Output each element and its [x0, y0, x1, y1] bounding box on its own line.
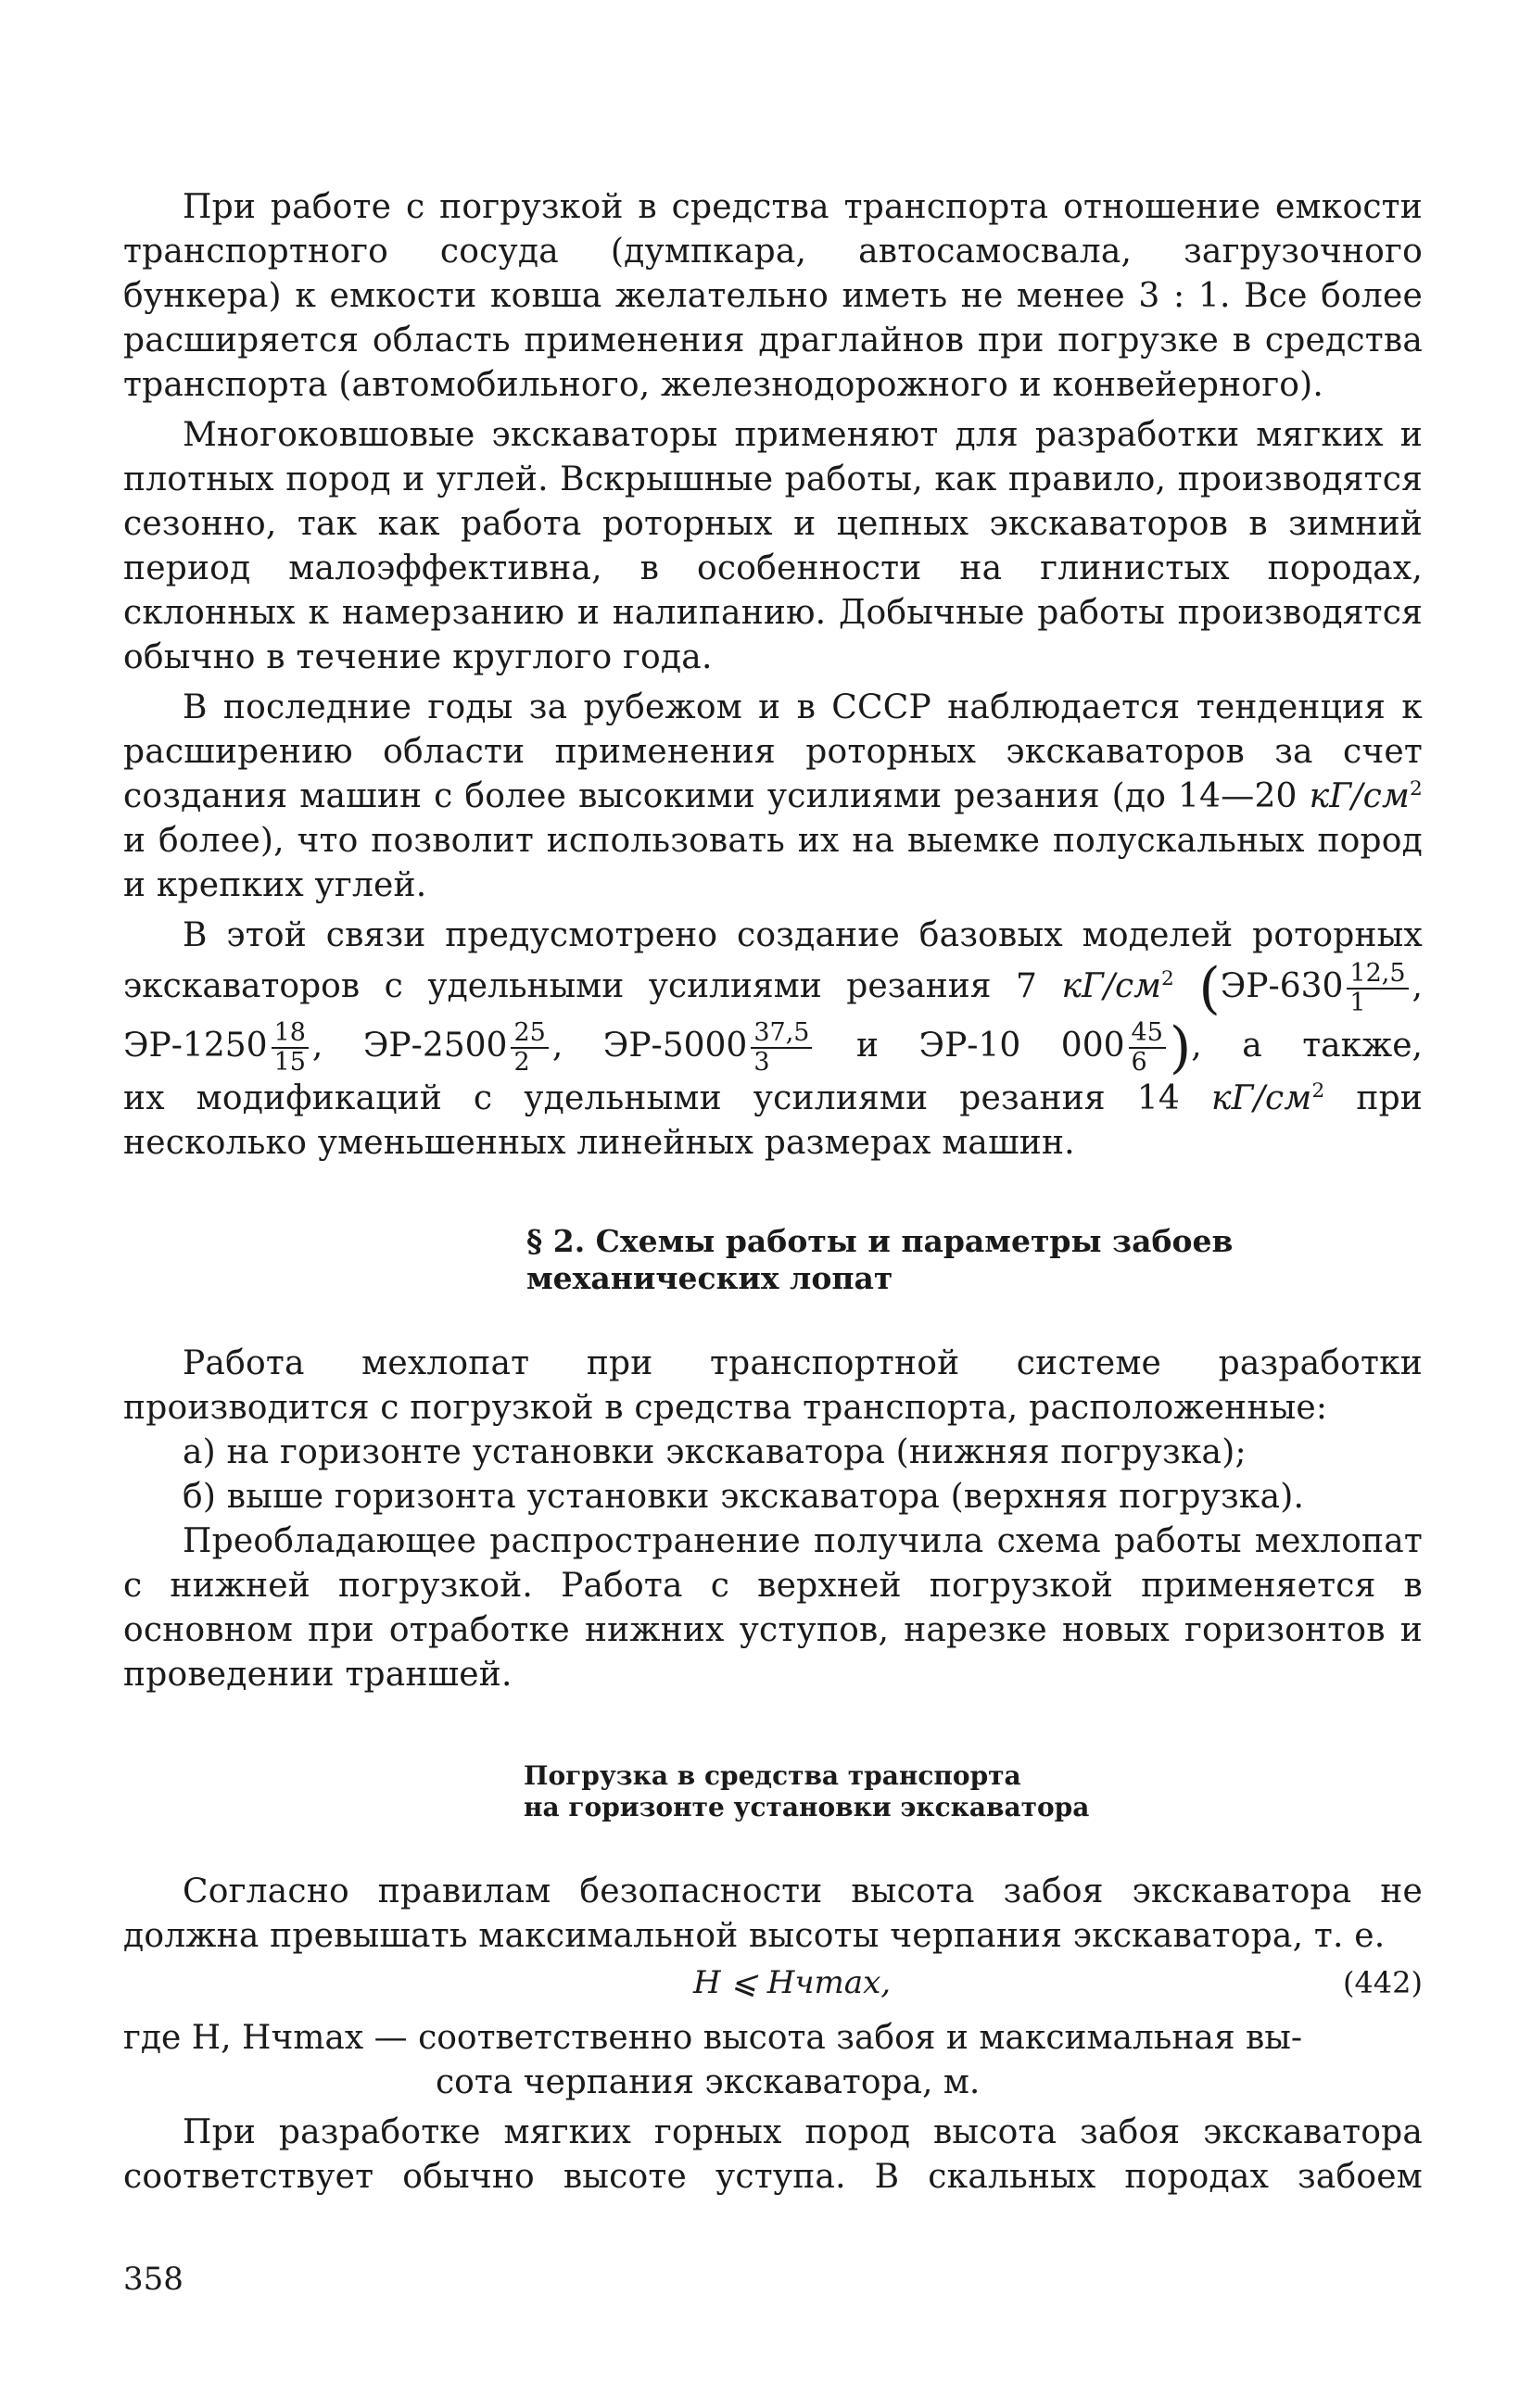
list-item-b: б) выше горизонта установки экскаватора (верхняя погрузка). — [183, 1478, 1305, 1516]
paragraph-4-line1: В этой связи предусмотрено создание базовых моделей роторных — [183, 916, 1423, 954]
fraction-er-10000 — [1129, 1019, 1166, 1077]
paragraph-4-rest — [123, 1077, 1423, 1166]
fraction-num: 45 — [1129, 1019, 1166, 1049]
p4-unit2-sq: 2 — [1311, 1079, 1325, 1103]
subsection-paragraph-2: При разработке мягких горных пород высота забоя экскаватора соответствует обычно высоте уступа. В скальных породах забоем — [123, 2113, 1423, 2196]
paragraph-3 — [123, 686, 1423, 908]
section-paragraph-1: Работа мехлопат при транспортной системе разработки производится с погрузкой в средства транспорта, расположенные: — [123, 1344, 1423, 1427]
fraction-num: 25 — [511, 1019, 548, 1049]
paragraph-2: Многоковшовые экскаваторы применяют для разработки мягких и плотных пород и углей. Вскрышные работы, как правило, производятся сезонно, так как работа роторных и цепных экскаваторов в зимний период малоэффективна, в особенности на глинистых породах, склонных к намерзанию и налипанию. Добычные работы производятся обычно в течение круглого года. — [123, 416, 1423, 676]
close-paren: ) — [1169, 1015, 1192, 1080]
fraction-num: 12,5 — [1347, 960, 1408, 990]
fraction-den: 1 — [1349, 989, 1366, 1017]
subsection-heading — [524, 1760, 1423, 1823]
p4-line2-text: экскаваторов с удельными усилиями резания 7 — [123, 967, 1062, 1005]
fraction-den: 6 — [1131, 1048, 1147, 1077]
model-er-5000: ЭР-5000 — [602, 1027, 748, 1065]
model-er-10000: ЭР-10 000 — [918, 1027, 1125, 1065]
also-words: а также, — [1242, 1027, 1423, 1065]
paragraph-1: При работе с погрузкой в средства транспорта отношение емкости транспортного сосуда (думпкара, автосамосвала, загрузочного бункера) к емкости ковша желательно иметь не менее 3 : 1. Все более расширяется область применения драглайнов при погрузке в средства транспорта (автомобильного, железнодорожного и конвейерного). — [123, 188, 1423, 404]
where-text-1: соответственно высота забоя и максимальная вы- — [418, 2019, 1303, 2057]
section-heading-line2: механических лопат — [526, 1260, 893, 1296]
where-text-2: сота черпания экскаватора, м. — [436, 2063, 981, 2101]
paragraph-4-line3: ЭР-1250 $\frac{18}{15}$ , ЭР-2500 $\frac{25}{2}$ , ЭР-5000 $\frac{37,5}{3}$ и ЭР-10 000 $\frac{45}{6}$ ), а также, — [123, 1015, 1423, 1080]
fraction-er-630 — [1347, 960, 1408, 1017]
p3-unit-sq: 2 — [1410, 777, 1423, 801]
page-body — [123, 185, 1423, 2200]
model-er-2500: ЭР-2500 — [362, 1027, 508, 1065]
model-er-1250: ЭР-1250 — [123, 1027, 268, 1065]
subsection-heading-line1: Погрузка в средства транспорта — [524, 1760, 1021, 1791]
formula-442: H ⩽ Hчmax, — [693, 1964, 892, 2001]
fraction-er-2500 — [511, 1019, 548, 1077]
fraction-er-1250 — [272, 1019, 309, 1077]
paragraph-4-line2: экскаваторов с удельными усилиями резания 7 $кГ/см^2$ (ЭР-630 $\frac{12,5}{1}$ , — [123, 956, 1423, 1021]
fraction-den: 2 — [513, 1048, 530, 1077]
fraction-den: 3 — [753, 1048, 770, 1077]
where-clause — [123, 2016, 1423, 2061]
subsection-heading-line2: на горизонте установки экскаватора — [524, 1792, 1090, 1822]
p4-rest-a: их модификаций с удельными усилиями резания 14 — [123, 1079, 1211, 1117]
p4-unit-sq: 2 — [1161, 967, 1174, 990]
model-er-630: ЭР-630 — [1220, 967, 1344, 1005]
fraction-er-5000 — [751, 1019, 812, 1077]
fraction-den: 15 — [273, 1048, 306, 1077]
p3-text-a: В последние годы за рубежом и в СССР наблюдается тенденция к расширению области применения роторных экскаваторов за счет создания машин с более высокими усилиями резания (до 14—20 — [123, 688, 1423, 815]
list-item-a: а) на горизонте установки экскаватора (нижняя погрузка); — [183, 1433, 1247, 1471]
and-word: и — [856, 1027, 879, 1065]
equation-number: (442) — [1342, 1965, 1423, 2000]
p3-text-b: и более), что позволит использовать их на выемке полускальных пород и крепких углей. — [123, 822, 1423, 904]
p4-unit2: кГ/см — [1210, 1079, 1312, 1117]
page-number: 358 — [123, 2261, 184, 2298]
section-paragraph-2: Преобладающее распространение получила схема работы мехлопат с нижней погрузкой. Работа с верхней погрузкой применяется в основном при отработке нижних уступов, нарезке новых горизонтов и проведении траншей. — [123, 1522, 1423, 1694]
p4-rest-b: при несколько уменьшенных линейных размерах машин. — [123, 1079, 1424, 1162]
fraction-num: 37,5 — [751, 1019, 812, 1049]
where-label: где H, Hчmax — — [123, 2019, 408, 2057]
section-heading-line1: § 2. Схемы работы и параметры забоев — [526, 1223, 1234, 1259]
p3-unit: кГ/см — [1309, 777, 1411, 815]
formula-row — [123, 1959, 1423, 2007]
fraction-num: 18 — [272, 1019, 309, 1049]
section-heading — [526, 1223, 1423, 1297]
p4-unit: кГ/см — [1061, 967, 1161, 1005]
open-paren: ( — [1198, 956, 1221, 1021]
subsection-paragraph-1: Согласно правилам безопасности высота забоя экскаватора не должна превышать максимальной высоты черпания экскаватора, т. е. — [123, 1872, 1423, 1955]
